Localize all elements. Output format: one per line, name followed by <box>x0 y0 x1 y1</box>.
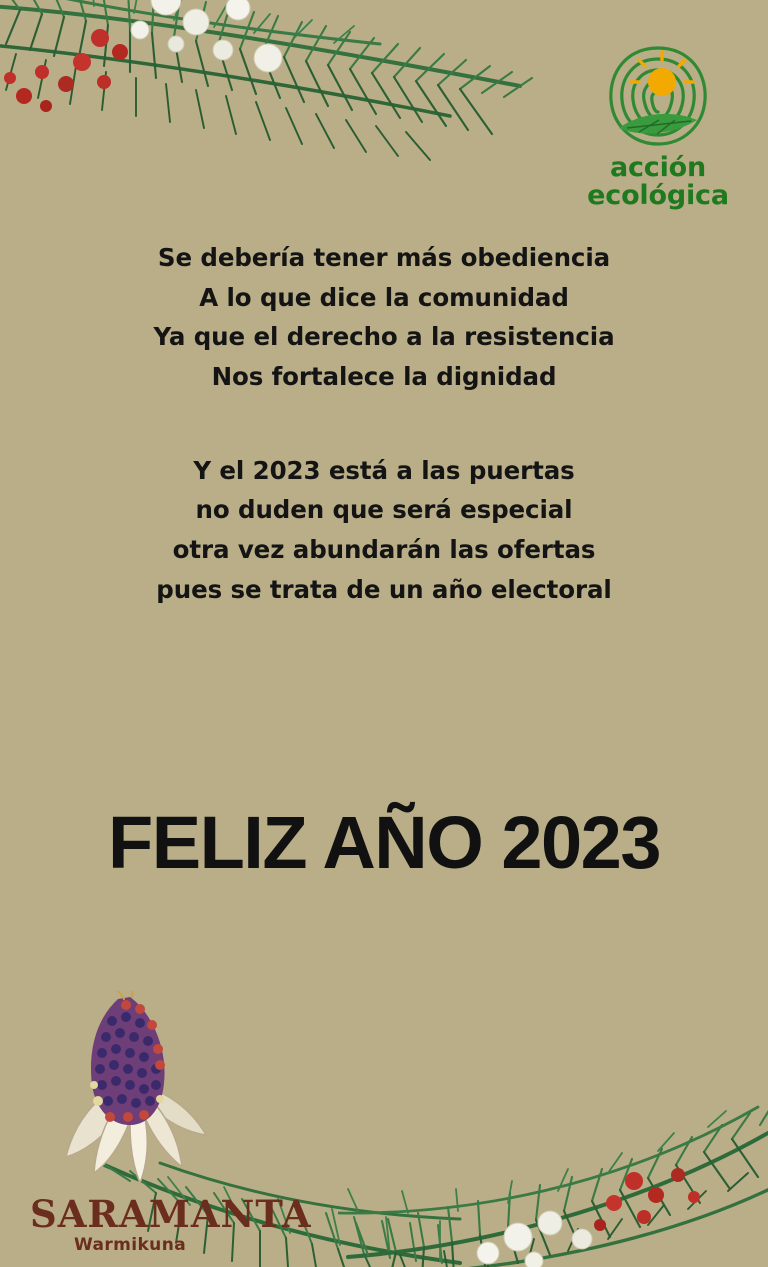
poem-block <box>0 238 768 610</box>
stanza-1-line-3: Ya que el derecho a la resistencia <box>153 322 615 352</box>
stanza-2-line-3: otra vez abundarán las ofertas <box>172 535 596 565</box>
stanza-1-line-4: Nos fortalece la dignidad <box>211 362 557 392</box>
stanza-1-line-1: Se debería tener más obediencia <box>157 243 611 272</box>
stanza-1-line-2: A lo que dice la comunidad <box>199 282 569 312</box>
stanza-2-line-1: Y el 2023 está a las puertas <box>193 455 575 485</box>
saramanta-wordmark: SARAMANTA <box>30 1192 312 1236</box>
stanza-1 <box>0 238 768 397</box>
greeting-headline: FELIZ AÑO 2023 <box>108 801 660 884</box>
white-berries <box>477 1211 592 1267</box>
stanza-2-line-2: no duden que será especial <box>195 495 573 525</box>
pine-branch-bottom-right-decoration <box>338 1047 768 1267</box>
pine-branch-top-left-decoration <box>0 0 540 196</box>
red-berries <box>594 1168 700 1231</box>
accion-ecologica-word-2: ecológica <box>587 179 729 211</box>
accion-ecologica-logo <box>578 42 738 209</box>
saramanta-warmikuna-logo <box>30 991 312 1255</box>
corn-cob-icon <box>40 991 220 1191</box>
saramanta-subtitle: Warmikuna <box>73 1235 187 1255</box>
white-berries <box>131 0 282 72</box>
stanza-2 <box>0 451 768 610</box>
accion-ecologica-word-1: acción <box>609 152 707 183</box>
stanza-2-line-4: pues se trata de un año electoral <box>156 574 612 604</box>
red-berries <box>4 29 128 112</box>
fingerprint-leaf-sun-icon <box>599 42 717 150</box>
